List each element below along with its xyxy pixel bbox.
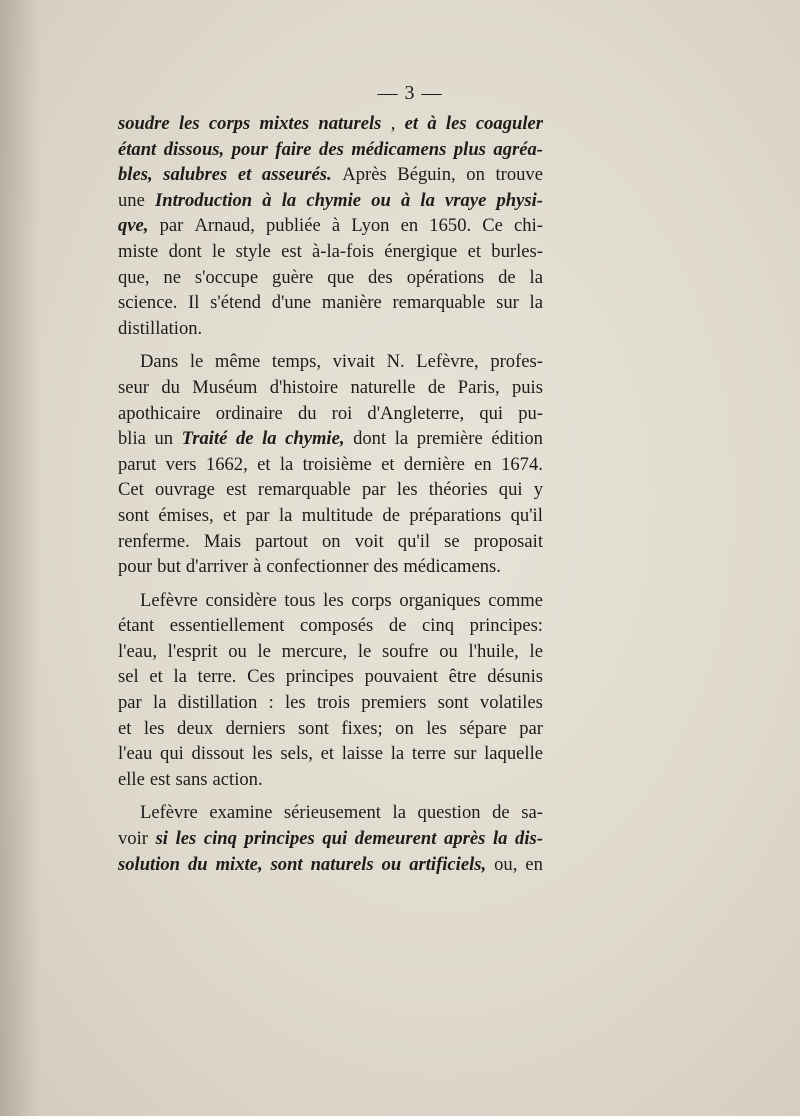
word: trois — [316, 692, 351, 714]
word: si — [155, 828, 168, 850]
word: vraye — [445, 189, 487, 211]
word: à — [331, 215, 341, 237]
body-text — [118, 111, 543, 877]
word: et — [404, 113, 419, 134]
word: la — [278, 504, 293, 526]
word: les — [445, 113, 467, 134]
word: sérieusement — [283, 802, 381, 824]
word: cinq — [203, 828, 237, 850]
word: des — [368, 266, 393, 288]
word: ouvrage — [155, 479, 215, 501]
word: dont — [168, 240, 202, 262]
word: sont — [297, 717, 329, 739]
word: Il — [188, 292, 200, 314]
word: les — [175, 828, 197, 850]
word: examine — [209, 802, 273, 824]
word: tous — [284, 589, 316, 611]
word: Ces — [247, 666, 275, 688]
word: la — [394, 428, 409, 450]
word: manière — [321, 292, 382, 314]
gutter-shadow — [0, 0, 40, 1116]
word: émises, — [158, 504, 214, 526]
word: et — [467, 240, 481, 262]
word: des — [373, 556, 399, 578]
text-line — [118, 639, 543, 665]
word: Arnaud, — [194, 215, 255, 237]
word: qve, — [118, 215, 149, 237]
word: Traité — [181, 428, 228, 450]
word: l'eau — [118, 743, 153, 765]
word: de — [427, 376, 446, 398]
word: les — [178, 113, 200, 134]
word: Mais — [203, 530, 242, 552]
word: terre. — [197, 666, 237, 688]
word: principes — [244, 828, 315, 850]
word: asseurés. — [261, 164, 332, 186]
word: corps — [208, 113, 251, 134]
word: on — [466, 164, 485, 186]
word: Cet — [118, 479, 144, 501]
word: un — [154, 428, 174, 450]
word: naturels — [310, 853, 374, 875]
word: qui — [160, 743, 184, 765]
text-line — [118, 188, 543, 214]
word: pu- — [518, 402, 543, 424]
word: sont — [437, 692, 469, 714]
word: voit — [354, 530, 384, 552]
word: préparations — [409, 504, 502, 526]
word: le — [211, 240, 226, 262]
text-line — [118, 290, 543, 316]
word: sels, — [280, 743, 313, 765]
word: la — [279, 453, 294, 475]
word: du — [161, 376, 180, 398]
word: distillation. — [118, 317, 203, 339]
word: miste — [118, 240, 159, 262]
word: énergique — [384, 240, 458, 262]
word: solution — [118, 853, 181, 875]
word: et — [320, 743, 335, 765]
text-line — [118, 800, 543, 826]
word: corps — [351, 589, 392, 611]
word: de — [498, 266, 516, 288]
word: puis — [511, 376, 543, 398]
word: le — [529, 640, 543, 662]
text-line — [118, 111, 543, 137]
text-line — [118, 426, 543, 452]
word: est — [226, 479, 247, 501]
word: d'histoire — [269, 376, 339, 398]
word: soufre — [382, 640, 429, 662]
word: qu'il — [397, 530, 431, 552]
word: principes: — [469, 615, 543, 637]
word: la — [492, 828, 508, 850]
word: pour — [231, 138, 268, 160]
word: la — [173, 666, 187, 688]
word: le — [357, 640, 372, 662]
word: les — [251, 743, 273, 765]
word: se — [444, 530, 460, 552]
word: à — [262, 189, 272, 211]
word: mixtes — [259, 113, 310, 134]
word: la — [529, 292, 543, 314]
word: dissous, — [163, 138, 225, 160]
word: d'Angleterre, — [367, 402, 465, 424]
word: et — [149, 666, 163, 688]
word: Béguin, — [397, 164, 456, 186]
text-line — [118, 554, 543, 580]
word: apothicaire — [118, 402, 201, 424]
word: qui — [498, 479, 523, 501]
word: que — [327, 266, 355, 288]
text-line — [118, 401, 543, 427]
word: de — [388, 615, 407, 637]
word: sont — [118, 504, 149, 526]
word: but — [157, 556, 181, 578]
word: dissout — [191, 743, 245, 765]
word: que, — [118, 266, 150, 288]
text-line — [118, 316, 543, 342]
word: la — [281, 189, 297, 211]
word: pouvaient — [364, 666, 438, 688]
word: N. — [386, 351, 405, 373]
word: et — [381, 453, 395, 475]
word: dernière — [403, 453, 465, 475]
word: roi — [331, 402, 353, 424]
word: Dans — [140, 351, 179, 373]
text-line — [118, 588, 543, 614]
word: et — [257, 453, 271, 475]
word: médicamens. — [403, 556, 501, 578]
word: l'eau, — [118, 640, 157, 662]
word: l'esprit — [167, 640, 218, 662]
word: et — [223, 504, 237, 526]
word: artificiels, — [409, 853, 487, 875]
word: ou — [228, 640, 247, 662]
word: ou — [439, 640, 458, 662]
word: question — [417, 802, 481, 824]
word: essentiellement — [169, 615, 285, 637]
text-line — [118, 741, 543, 767]
word: mixte, — [215, 853, 263, 875]
word: bles, — [118, 164, 153, 186]
word: les — [143, 717, 165, 739]
word: à — [427, 113, 437, 134]
word: les — [323, 589, 344, 611]
text-line — [118, 162, 543, 188]
word: considère — [205, 589, 277, 611]
word: comme — [488, 589, 543, 611]
word: la — [392, 802, 406, 824]
word: proposait — [473, 530, 543, 552]
word: profes- — [490, 351, 543, 373]
word: ou — [381, 853, 402, 875]
word: vivait — [332, 351, 375, 373]
text-line — [118, 503, 543, 529]
text-line — [118, 690, 543, 716]
word: faire — [275, 138, 312, 160]
word: troisième — [302, 453, 372, 475]
word: elle — [118, 768, 145, 790]
word: dont — [353, 428, 387, 450]
word: sépare — [459, 717, 507, 739]
word: style — [235, 240, 271, 262]
word: après — [444, 828, 486, 850]
text-line — [118, 349, 543, 375]
word: le — [257, 640, 271, 662]
text-line — [118, 239, 543, 265]
text-line — [118, 664, 543, 690]
text-line — [118, 613, 543, 639]
word: à-la-fois — [312, 240, 374, 262]
word: chymie — [306, 189, 362, 211]
word: première — [416, 428, 483, 450]
word: sont — [270, 853, 303, 875]
word: chi- — [514, 215, 543, 237]
word: seur — [118, 376, 149, 398]
word: trouve — [495, 164, 543, 186]
word: en — [525, 853, 543, 875]
word: principes — [285, 666, 354, 688]
word: derniers — [225, 717, 286, 739]
word: soudre — [118, 113, 170, 134]
word: par — [519, 717, 543, 739]
word: parut — [118, 453, 157, 475]
word: Lefèvre, — [416, 351, 479, 373]
word: naturelle — [350, 376, 416, 398]
word: d'arriver — [185, 556, 249, 578]
word: publiée — [266, 215, 321, 237]
text-line — [118, 265, 543, 291]
word: étant — [118, 138, 157, 160]
word: qui — [479, 402, 504, 424]
word: guère — [272, 266, 314, 288]
word: voir — [118, 828, 148, 850]
word: distillation — [177, 692, 258, 714]
word: qu'il — [510, 504, 543, 526]
text-line — [118, 452, 543, 478]
text-line — [118, 213, 543, 239]
word: du — [187, 853, 208, 875]
word: sans — [175, 768, 208, 790]
word: médicamens — [351, 138, 447, 160]
word: par — [361, 479, 386, 501]
word: fixes; — [341, 717, 383, 739]
word: théories — [428, 479, 488, 501]
text-line — [118, 375, 543, 401]
word: demeurent — [354, 828, 437, 850]
word: Lefèvre — [140, 589, 198, 611]
word: multitude — [301, 504, 374, 526]
word: Introduction — [155, 189, 253, 211]
word: chymie, — [285, 428, 345, 450]
text-line — [118, 852, 543, 878]
word: salubres — [163, 164, 228, 186]
word: dis- — [515, 828, 543, 850]
word: blia — [118, 428, 146, 450]
word: on — [321, 530, 341, 552]
word: une — [118, 189, 145, 211]
word: Après — [342, 164, 387, 186]
word: partout — [255, 530, 308, 552]
word: vers — [165, 453, 197, 475]
word: en — [400, 215, 419, 237]
word: ou, — [494, 853, 518, 875]
word: de — [492, 802, 510, 824]
word: Lyon — [351, 215, 390, 237]
word: et — [118, 717, 132, 739]
word: être — [448, 666, 477, 688]
word: laisse — [341, 743, 384, 765]
word: l'huile, — [468, 640, 519, 662]
word: 1662, — [205, 453, 248, 475]
word: la — [529, 266, 543, 288]
text-line — [118, 477, 543, 503]
word: pour — [118, 556, 153, 578]
word: premiers — [361, 692, 427, 714]
word: sur — [453, 743, 477, 765]
word: Muséum — [192, 376, 258, 398]
word: plus — [453, 138, 486, 160]
word: Paris, — [457, 376, 500, 398]
word: agréa- — [493, 138, 543, 160]
word: burles- — [491, 240, 543, 262]
word: la — [262, 428, 277, 450]
word: les — [396, 479, 418, 501]
text-line — [118, 716, 543, 742]
word: qui — [322, 828, 348, 850]
text-line — [118, 826, 543, 852]
word: le — [189, 351, 204, 373]
word: ne — [163, 266, 181, 288]
word: composés — [299, 615, 374, 637]
word: la — [390, 743, 405, 765]
word: ordinaire — [215, 402, 283, 424]
word: terre — [411, 743, 446, 765]
word: Lefèvre — [140, 802, 198, 824]
word: deux — [176, 717, 214, 739]
word: mercure, — [281, 640, 348, 662]
word: coaguler — [475, 113, 543, 134]
word: étant — [118, 615, 155, 637]
word: Ce — [482, 215, 503, 237]
word: la — [153, 692, 167, 714]
word: sel — [118, 666, 139, 688]
word: naturels — [318, 113, 382, 134]
word: par — [159, 215, 184, 237]
word: même — [214, 351, 261, 373]
word: édition — [491, 428, 543, 450]
word: d'une — [271, 292, 312, 314]
word: désunis — [487, 666, 543, 688]
word: opérations — [406, 266, 485, 288]
word: temps, — [271, 351, 321, 373]
word: confectionner — [266, 556, 369, 578]
word: renferme. — [118, 530, 190, 552]
word: s'occupe — [194, 266, 259, 288]
word: en — [474, 453, 492, 475]
word: science. — [118, 292, 178, 314]
word: on — [395, 717, 414, 739]
word: , — [390, 113, 396, 134]
word: 1674. — [501, 453, 543, 475]
word: s'étend — [210, 292, 261, 314]
word: remarquable — [257, 479, 351, 501]
word: et — [237, 164, 252, 186]
word: du — [297, 402, 317, 424]
word: à — [253, 556, 262, 578]
word: les — [285, 692, 306, 714]
text-line — [118, 529, 543, 555]
word: par — [118, 692, 142, 714]
word: action. — [212, 768, 263, 790]
word: de — [382, 504, 400, 526]
word: est — [281, 240, 302, 262]
word: sur — [496, 292, 519, 314]
word: par — [245, 504, 270, 526]
text-line — [118, 137, 543, 163]
word: sa- — [521, 802, 543, 824]
word: y — [533, 479, 543, 501]
word: des — [319, 138, 344, 160]
word: laquelle — [484, 743, 543, 765]
word: organiques — [399, 589, 481, 611]
word: cinq — [422, 615, 455, 637]
word: physi- — [496, 189, 543, 211]
word: ou — [371, 189, 391, 211]
page-number: — 3 — — [377, 82, 443, 104]
word: 1650. — [429, 215, 472, 237]
word: les — [426, 717, 447, 739]
word: remarquable — [392, 292, 486, 314]
word: de — [235, 428, 254, 450]
word: volatiles — [479, 692, 543, 714]
word: à — [400, 189, 411, 211]
word: la — [420, 189, 435, 211]
text-line — [118, 767, 543, 793]
word: : — [268, 692, 274, 714]
word: est — [149, 768, 171, 790]
